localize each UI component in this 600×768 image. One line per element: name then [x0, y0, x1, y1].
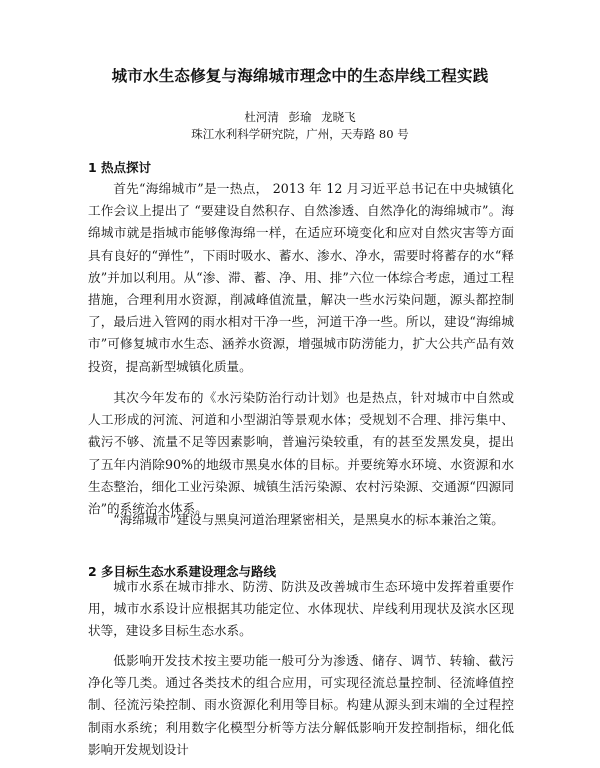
paper-affiliation: 珠江水利科学研究院，广州，天寿路 80 号 — [191, 127, 409, 141]
section-2-paragraph-2: 低影响开发技术按主要功能一般可分为渗透、储存、调节、转输、截污净化等几类。通过各类技术的组合应用，可实现径流总量控制、径流峰值控制、径流污染控制、雨水资源化利用等目标。构建从源头到末端的全过程控制雨水系统；利用数字化模型分析等方法分解低影响开发控制指标，细化低影响开发规划设计 — [88, 653, 514, 757]
section-1-paragraph-1: 首先“海绵城市”是一热点， 2013 年 12 月习近平总书记在中央城镇化工作会议上提出了 “要建设自然积存、自然渗透、自然净化的海绵城市”。海绵城市就是指城市能够像海绵一样，在适应环境变化和应对自然灾害等方面具有良好的“弹性”，下雨时吸水、蓄水、渗水、净水，需要时将蓄存的水“释放”并加以利用。从“渗、滞、蓄、净、用、排”六位一体综合考虑，通过工程措施，合理利用水资源，削减峰值流量，解决一些水污染问题，源头都控制了，最后进入管网的雨水相对干净一些，河道干净一些。所以，建设“海绵城市”可修复城市水生态、涵养水资源，增强城市防涝能力，扩大公共产品有效投资，提高新型城镇化质量。 — [88, 181, 514, 374]
paper-authors: 杜河清 彭瑜 龙晓飞 — [244, 110, 356, 124]
section-1-paragraph-2: 其次今年发布的《水污染防治行动计划》也是热点，针对城市中自然或人工形成的河流、河道和小型湖泊等景观水体；受规划不合理、排污集中、截污不够、流量不足等因素影响，普遍污染较重，有的甚至发黑发臭，提出了五年内消除90%的地级市黑臭水体的目标。并要统筹水环境、水资源和水生态整治，细化工业污染源、城镇生活污染源、农村污染源、交通源“四源同治”的系统治水体系。 — [88, 390, 514, 517]
paper-title: 城市水生态修复与海绵城市理念中的生态岸线工程实践 — [111, 67, 489, 85]
section-1-paragraph-3: “海绵城市”建设与黑臭河道治理紧密相关，是黑臭水的标本兼治之策。 — [113, 512, 504, 527]
section-2-paragraph-1: 城市水系在城市排水、防涝、防洪及改善城市生态环境中发挥着重要作用，城市水系设计应根据其功能定位、水体现状、岸线利用现状及滨水区现状等，建设多目标生态水系。 — [88, 579, 514, 639]
section-1-heading: 1 热点探讨 — [88, 160, 152, 175]
section-2-heading: 2 多目标生态水系建设理念与路线 — [88, 564, 277, 579]
